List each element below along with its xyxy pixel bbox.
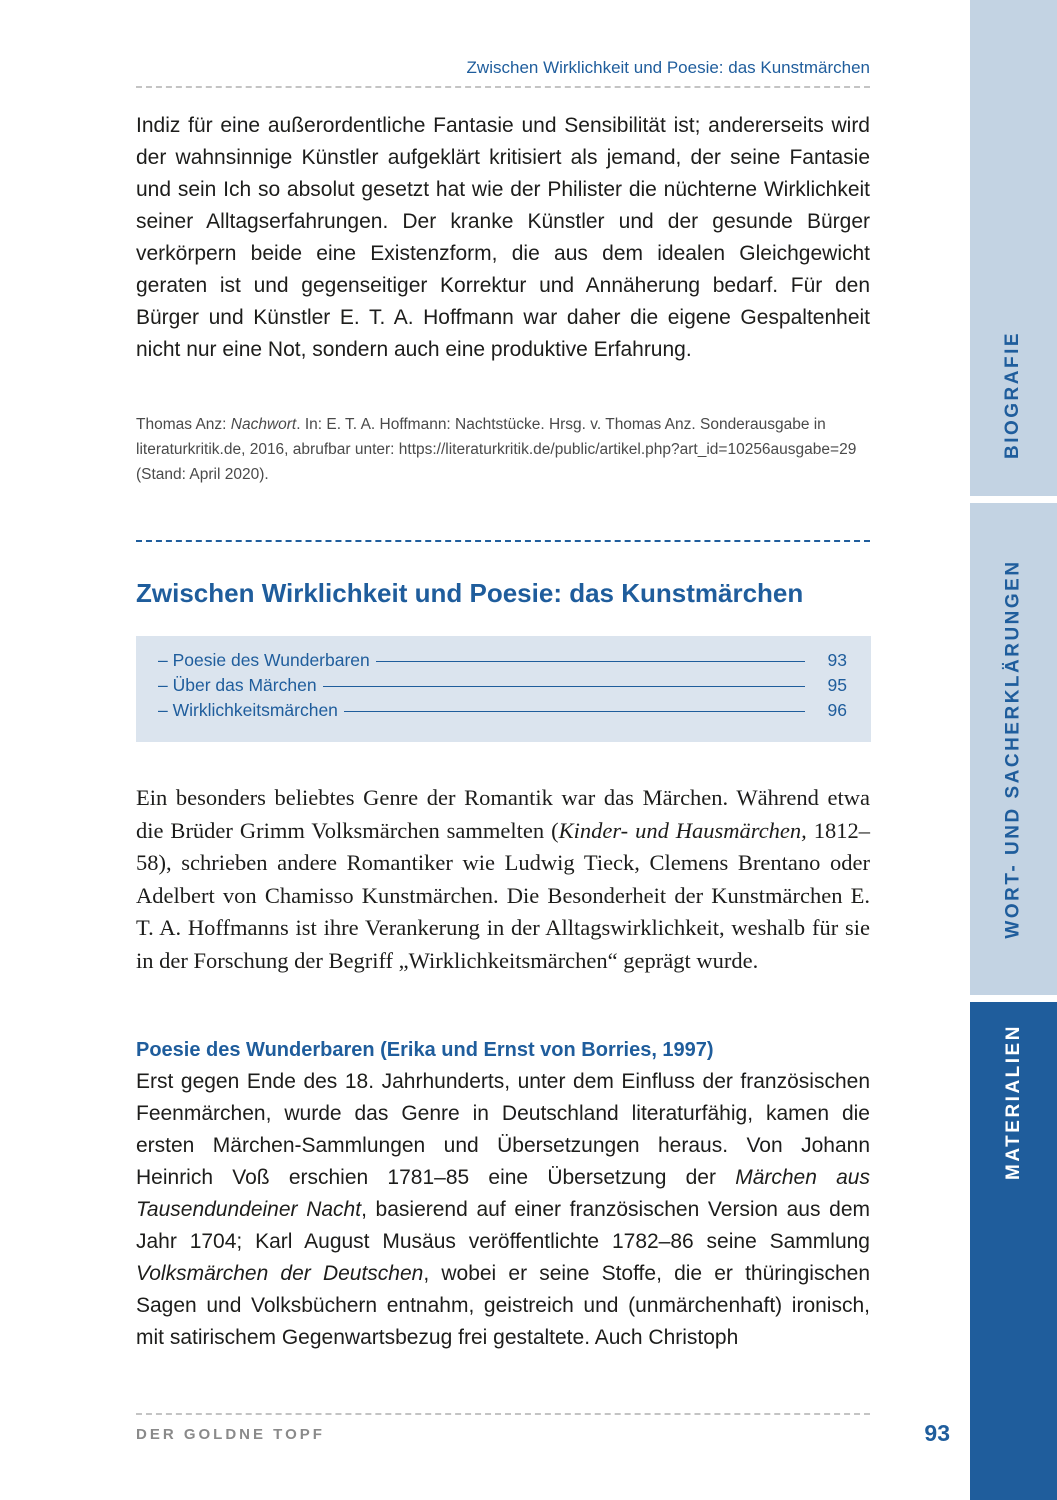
section-title: Zwischen Wirklichkeit und Poesie: das Kunstmärchen (136, 578, 804, 608)
tab-label: WORT- UND SACHERKLÄRUNGEN (1002, 559, 1024, 939)
toc-item[interactable] (158, 700, 847, 725)
quote-paragraph: Indiz für eine außerordentliche Fantasie und Sensibilität ist; andererseits wird der wahnsinnige Künstler aufgeklärt kritisiert als jemand, der seine Fantasie und sein Ich so absolut gesetzt hat wie der Philister die nüchterne Wirklichkeit seiner Alltagserfahrungen. Der kranke Künstler und der gesunde Bürger verkörpern beide eine Existenzform, die aus dem idealen Gleichgewicht geraten ist und gegenseitiger Korrektur und Annäherung bedarf. Für den Bürger und Künstler E. T. A. Hoffmann war daher die eigene Gespaltenheit nicht nur eine Not, sondern auch eine produktive Erfahrung. (136, 114, 870, 361)
second-paragraph (136, 1066, 870, 1354)
footer-divider (136, 1413, 870, 1415)
tab-label: MATERIALIEN (1002, 1024, 1024, 1180)
table-of-contents (136, 636, 871, 742)
toc-leader-line (344, 711, 805, 712)
toc-item-label: – Wirklichkeitsmärchen (158, 700, 338, 720)
intro-text-1: Ein besonders beliebtes Genre der Romantik war das Märchen. Während etwa die Brüder Grimm Volksmärchen sammelten ( (136, 785, 870, 843)
citation-before: Thomas Anz: (136, 416, 231, 433)
second-text-2: , basierend auf einer französischen Version aus dem Jahr 1704; Karl August Musäus veröffentlichte 1782–86 seine Sammlung (136, 1198, 870, 1253)
citation-after: . In: E. T. A. Hoffmann: Nachtstücke. Hrsg. v. Thomas Anz. Sonderausgabe in literaturkritik.de, 2016, abrufbar unter: https://literaturkritik.de/public/artikel.php?art_id=10256ausgabe=29 (Stand: April 2020). (136, 416, 857, 483)
page-number: 93 (924, 1420, 950, 1446)
toc-leader-line (323, 686, 805, 687)
toc-leader-line (376, 661, 805, 662)
citation-italic: Nachwort (230, 416, 297, 433)
toc-item-label: – Poesie des Wunderbaren (158, 650, 370, 670)
subheading: Poesie des Wunderbaren (Erika und Ernst von Borries, 1997) (136, 1039, 714, 1061)
tab-biografie[interactable] (970, 0, 1057, 496)
section-divider (136, 540, 870, 542)
intro-text-2: 1812–58), schrieben andere Romantiker wie Ludwig Tieck, Clemens Brentano oder Adelbert von Chamisso Kunstmärchen. Die Besonderheit der Kunstmärchen E. T. A. Hoffmanns ist ihre Verankerung in der Alltagswirklichkeit, weshalb für sie in der Forschung der Begriff „Wirklichkeitsmärchen“ geprägt wurde. (136, 817, 870, 973)
second-italic-2: Volksmärchen der Deutschen (136, 1262, 424, 1285)
second-text-1: Erst gegen Ende des 18. Jahrhunderts, unter dem Einfluss der französischen Feenmärchen, wurde das Genre in Deutschland literaturfähig, kamen die ersten Märchen-Sammlungen und Übersetzungen heraus. Von Johann Heinrich Voß erschien 1781–85 eine Übersetzung der (136, 1070, 870, 1189)
tab-label: BIOGRAFIE (1002, 330, 1024, 460)
toc-item-page: 93 (827, 650, 847, 670)
tab-wort-und-sacherklaerungen[interactable] (970, 503, 1057, 995)
toc-item[interactable] (158, 675, 847, 700)
intro-paragraph (136, 782, 870, 977)
citation (136, 412, 870, 487)
footer-book-title: DER GOLDNE TOPF (136, 1426, 325, 1443)
toc-item-page: 95 (827, 675, 847, 695)
intro-italic: Kinder- und Hausmärchen, (558, 817, 807, 843)
toc-item-page: 96 (827, 700, 847, 720)
toc-item[interactable] (158, 650, 847, 675)
toc-item-label: – Über das Märchen (158, 675, 317, 695)
header-divider (136, 86, 870, 88)
second-text-3: , wobei er seine Stoffe, die er thüringischen Sagen und Volksbüchern entnahm, geistreich und (unmärchenhaft) ironisch, mit satirischem Gegenwartsbezug frei gestaltete. Auch Christoph (136, 1262, 870, 1349)
second-italic-1: Märchen aus Tausendundeiner Nacht (136, 1166, 870, 1221)
tab-materialien[interactable] (970, 1002, 1057, 1500)
running-head: Zwischen Wirklichkeit und Poesie: das Kunstmärchen (466, 58, 870, 77)
